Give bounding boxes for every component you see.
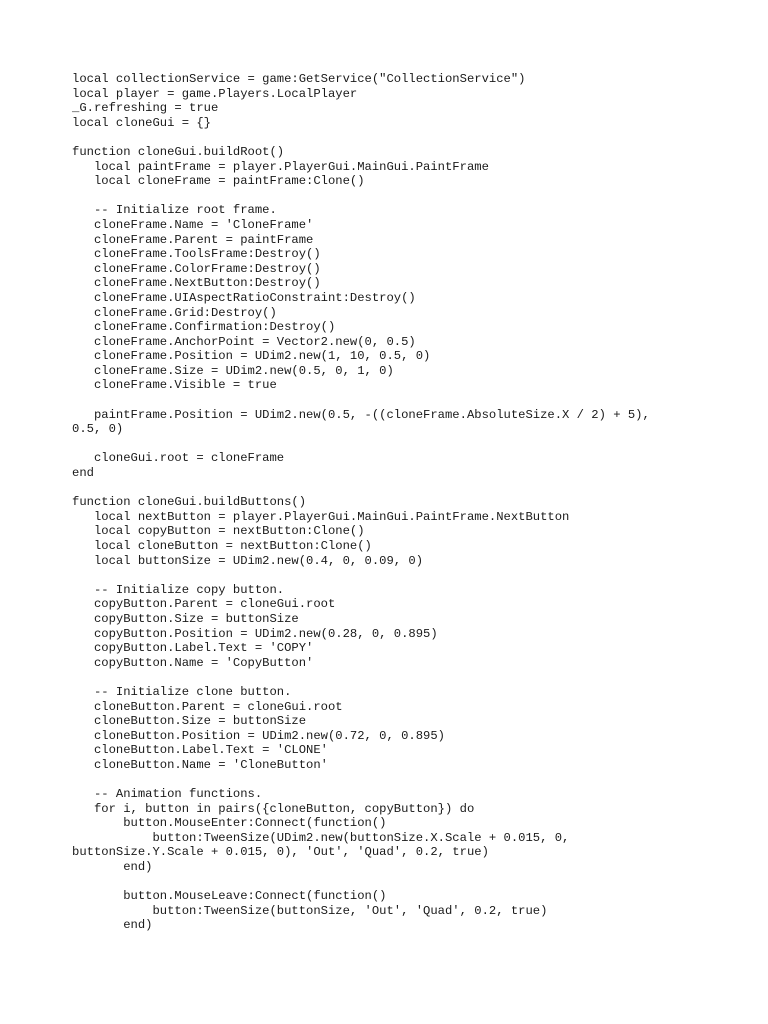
code-line: -- Initialize clone button. <box>72 684 292 699</box>
code-line: copyButton.Label.Text = 'COPY' <box>72 641 314 656</box>
code-line <box>72 670 712 685</box>
code-line <box>72 437 712 452</box>
code-line: cloneButton.Size = buttonSize <box>72 714 307 729</box>
code-listing <box>72 72 712 933</box>
code-line: button.MouseLeave:Connect(function() <box>72 889 387 904</box>
code-line: cloneButton.Label.Text = 'CLONE' <box>72 743 328 758</box>
code-line: cloneFrame.Size = UDim2.new(0.5, 0, 1, 0) <box>72 363 394 378</box>
code-line <box>72 875 712 890</box>
code-line <box>72 773 712 788</box>
code-line: cloneButton.Position = UDim2.new(0.72, 0, 0.895) <box>72 728 445 743</box>
code-line: local cloneButton = nextButton:Clone() <box>72 539 372 553</box>
code-line: button:TweenSize(UDim2.new(buttonSize.X.Scale + 0.015, 0, <box>72 830 570 845</box>
code-line: for i, button in pairs({cloneButton, copyButton}) do <box>72 801 475 816</box>
code-line: copyButton.Parent = cloneGui.root <box>72 597 336 612</box>
code-line: cloneGui.root = cloneFrame <box>72 451 285 466</box>
code-line: function cloneGui.buildRoot() <box>72 144 285 159</box>
code-line: function cloneGui.buildButtons() <box>72 495 307 510</box>
code-line: cloneFrame.Grid:Destroy() <box>72 305 277 320</box>
code-line: copyButton.Size = buttonSize <box>72 611 299 626</box>
code-line: buttonSize.Y.Scale + 0.015, 0), 'Out', 'Quad', 0.2, true) <box>72 845 489 860</box>
code-line: local cloneGui = {} <box>72 115 211 130</box>
code-line: local player = game.Players.LocalPlayer <box>72 86 358 101</box>
code-line: local paintFrame = player.PlayerGui.MainGui.PaintFrame <box>72 159 489 174</box>
code-line: local cloneFrame = paintFrame:Clone() <box>72 174 365 189</box>
code-line: end) <box>72 918 153 933</box>
code-line: cloneFrame.Confirmation:Destroy() <box>72 320 336 335</box>
code-line <box>72 189 712 204</box>
code-line: 0.5, 0) <box>72 422 124 437</box>
code-line: end <box>72 466 94 481</box>
code-line <box>72 130 712 145</box>
code-line: button.MouseEnter:Connect(function() <box>72 816 387 831</box>
code-line <box>72 481 712 496</box>
code-line: cloneFrame.Name = 'CloneFrame' <box>72 217 314 232</box>
code-line: -- Initialize copy button. <box>72 582 285 597</box>
code-line: paintFrame.Position = UDim2.new(0.5, -((cloneFrame.AbsoluteSize.X / 2) + 5), <box>72 407 650 422</box>
code-line: cloneFrame.UIAspectRatioConstraint:Destroy() <box>72 290 416 305</box>
code-line: cloneFrame.Parent = paintFrame <box>72 232 314 247</box>
code-line: cloneButton.Parent = cloneGui.root <box>72 699 343 714</box>
code-line: cloneFrame.ToolsFrame:Destroy() <box>72 247 321 262</box>
code-line: button:TweenSize(buttonSize, 'Out', 'Quad', 0.2, true) <box>72 903 548 918</box>
code-line <box>72 568 712 583</box>
code-line: cloneFrame.Position = UDim2.new(1, 10, 0.5, 0) <box>72 349 431 364</box>
code-line: _G.refreshing = true <box>72 101 219 116</box>
code-line: cloneFrame.Visible = true <box>72 378 277 393</box>
code-line: cloneFrame.NextButton:Destroy() <box>72 276 321 291</box>
code-line: -- Animation functions. <box>72 787 263 802</box>
code-line: local buttonSize = UDim2.new(0.4, 0, 0.09, 0) <box>72 553 424 568</box>
code-line: local nextButton = player.PlayerGui.MainGui.PaintFrame.NextButton <box>72 509 570 524</box>
code-line: end) <box>72 860 153 875</box>
code-line <box>72 393 712 408</box>
code-line: -- Initialize root frame. <box>72 203 277 218</box>
code-line: local copyButton = nextButton:Clone() <box>72 524 365 539</box>
code-line: local collectionService = game:GetService("CollectionService") <box>72 72 526 86</box>
code-line: copyButton.Name = 'CopyButton' <box>72 655 314 670</box>
code-line: cloneFrame.ColorFrame:Destroy() <box>72 261 321 276</box>
code-line: cloneButton.Name = 'CloneButton' <box>72 757 328 772</box>
code-line: copyButton.Position = UDim2.new(0.28, 0, 0.895) <box>72 626 438 641</box>
code-line: cloneFrame.AnchorPoint = Vector2.new(0, 0.5) <box>72 334 416 349</box>
